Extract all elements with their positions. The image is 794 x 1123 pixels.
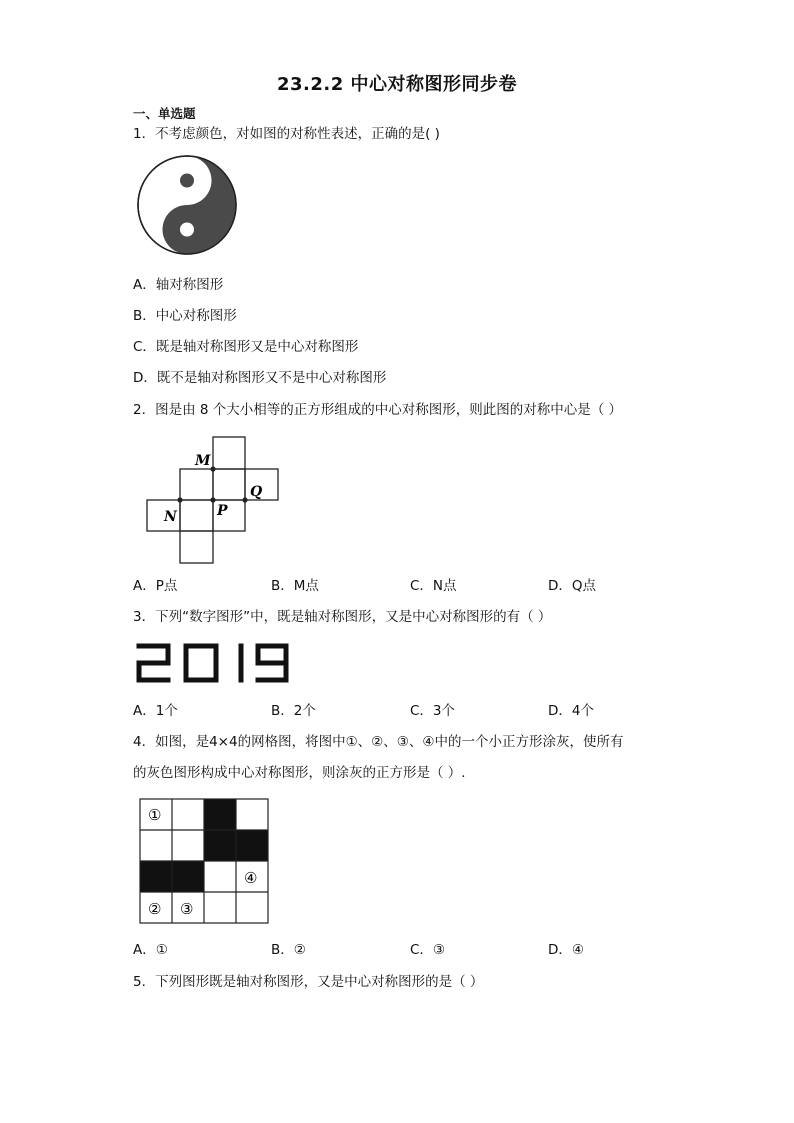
grid-label-4: ④: [244, 869, 258, 887]
q1-option-d[interactable]: D．既不是轴对称图形又不是中心对称图形: [133, 370, 387, 386]
q4-option-d[interactable]: D．④: [548, 942, 584, 958]
q3-option-d[interactable]: D．4个: [548, 703, 594, 719]
question-3-stem: 3．下列“数字图形”中，既是轴对称图形，又是中心对称图形的有（ ）: [133, 609, 552, 625]
eight-squares-figure: [140, 432, 290, 567]
q3-option-b[interactable]: B．2个: [271, 703, 316, 719]
q4-option-c[interactable]: C．③: [410, 942, 446, 958]
question-2-stem: 2．图是由 8 个大小相等的正方形组成的中心对称图形，则此图的对称中心是（ ）: [133, 402, 623, 418]
label-m: M: [195, 453, 211, 469]
yin-yang-figure: [136, 154, 238, 256]
q4-option-b[interactable]: B．②: [271, 942, 306, 958]
grid-label-3: ③: [180, 900, 194, 918]
grid-4x4-figure: [138, 797, 272, 925]
label-p: P: [217, 503, 228, 519]
q4-option-a[interactable]: A．①: [133, 942, 168, 958]
grid-label-1: ①: [148, 806, 162, 824]
q3-option-c[interactable]: C．3个: [410, 703, 456, 719]
question-1-stem: 1．不考虑颜色，对如图的对称性表述，正确的是( ): [133, 126, 440, 142]
label-n: N: [164, 509, 177, 525]
label-q: Q: [250, 484, 263, 500]
digits-2019-figure: [134, 640, 294, 688]
q2-option-c[interactable]: C．N点: [410, 578, 457, 594]
question-5-stem: 5．下列图形既是轴对称图形，又是中心对称图形的是（ ）: [133, 974, 484, 990]
section-heading: 一、单选题: [133, 106, 196, 121]
q3-option-a[interactable]: A．1个: [133, 703, 178, 719]
grid-label-2: ②: [148, 900, 162, 918]
q1-option-a[interactable]: A．轴对称图形: [133, 277, 224, 293]
q2-option-a[interactable]: A．P点: [133, 578, 178, 594]
q2-option-d[interactable]: D．Q点: [548, 578, 597, 594]
q1-option-b[interactable]: B．中心对称图形: [133, 308, 237, 324]
q2-option-b[interactable]: B．M点: [271, 578, 319, 594]
question-4-stem-line1: 4．如图，是4×4的网格图，将图中①、②、③、④中的一个小正方形涂灰，使所有: [133, 734, 624, 750]
q1-option-c[interactable]: C．既是轴对称图形又是中心对称图形: [133, 339, 359, 355]
page-title: 23.2.2 中心对称图形同步卷: [276, 74, 518, 95]
question-4-stem-line2: 的灰色图形构成中心对称图形，则涂灰的正方形是（ ）.: [133, 765, 466, 781]
